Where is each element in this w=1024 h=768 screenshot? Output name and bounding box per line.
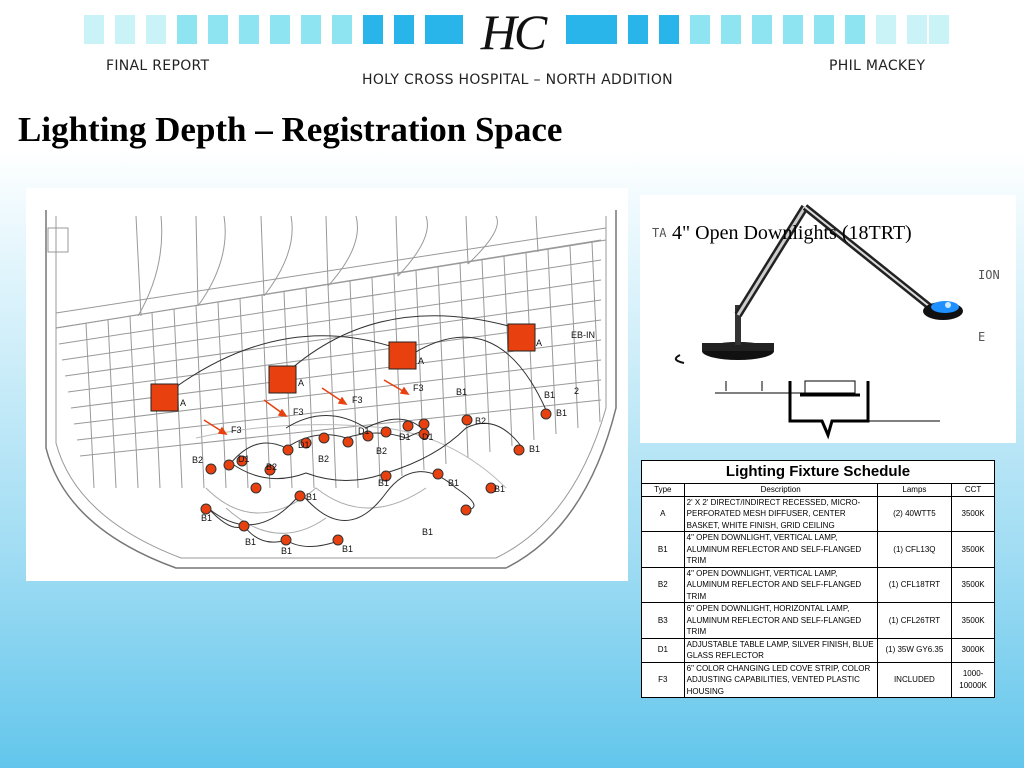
header-dash [814,15,834,44]
fixture-type-a [508,324,535,351]
downlight-fixture [224,460,234,470]
plan-fixture-label: B1 [378,478,390,488]
schedule-cell-type: F3 [642,662,685,698]
downlight-fixture [343,437,353,447]
header-dash [425,15,463,44]
downlight-fixture [462,415,472,425]
plan-fixture-label: B1 [448,478,460,488]
plan-fixture-label: B1 [201,513,213,523]
schedule-cell-type: B3 [642,603,685,639]
header-dash [876,15,896,44]
plan-fixture-label: B1 [245,537,257,547]
ceiling-grid-line [306,288,314,488]
header-dash [84,15,104,44]
downlight-fixture [295,491,305,501]
schedule-cell-description: 2' X 2' DIRECT/INDIRECT RECESSED, MICRO-PERFORATED MESH DIFFUSER, CENTER BASKET, WHITE FINISH, GRID CEILING [684,496,877,532]
header-dash [907,15,927,44]
header-dash [783,15,803,44]
schedule-cell-cct: 3500K [952,496,995,532]
header-dash [177,15,197,44]
plan-fixture-label: 2 [574,386,580,396]
schedule-cell-type: A [642,496,685,532]
schedule-cell-lamps: (1) CFL13Q [877,532,952,568]
fixture-schedule-table [641,460,995,698]
logo: HC [480,4,545,60]
ceiling-grid-line [108,320,116,489]
plan-fixture-label: B2 [318,454,330,464]
schedule-cell-description: 4" OPEN DOWNLIGHT, VERTICAL LAMP, ALUMINUM REFLECTOR AND SELF-FLANGED TRIM [684,567,877,603]
schedule-row [642,662,995,698]
photo-bg-text-right-2: E [978,330,986,344]
col-header-type: Type [642,484,685,497]
schedule-cell-type: B1 [642,532,685,568]
ceiling-grid-line [218,302,226,488]
fixture-type-a [269,366,296,393]
schedule-cell-type: D1 [642,638,685,662]
plan-fixture-label: B2 [475,416,487,426]
callout-arrowhead [219,428,226,434]
plan-fixture-label: A [418,356,425,366]
header-dash [597,15,617,44]
plan-fixture-label: B2 [192,455,204,465]
plan-fixture-label: D1 [238,454,250,464]
downlight-fixture [319,433,329,443]
header-dash [394,15,414,44]
page-title: Lighting Depth – Registration Space [18,110,563,149]
col-header-description: Description [684,484,877,497]
downlight-fixture [381,427,391,437]
plan-fixture-label: F3 [293,407,304,417]
header-dash [363,15,383,44]
downlight-fixture [239,521,249,531]
fixture-type-a [151,384,178,411]
downlight-fixture [514,445,524,455]
schedule-row [642,603,995,639]
ceiling-grid-line [548,250,556,435]
plan-fixture-label: D1 [358,426,370,436]
header-dash [845,15,865,44]
lighting-plan [26,188,628,581]
report-label: FINAL REPORT [106,58,210,74]
schedule-cell-description: 4" OPEN DOWNLIGHT, VERTICAL LAMP, ALUMINUM REFLECTOR AND SELF-FLANGED TRIM [684,532,877,568]
header-dash [929,15,949,44]
schedule-cell-lamps: (2) 40WTT5 [877,496,952,532]
plan-fixture-label: B1 [456,387,468,397]
schedule-cell-lamps: (1) CFL26TRT [877,603,952,639]
photo-bg-text-right: ION [978,268,1000,282]
schedule-cell-cct: 3500K [952,603,995,639]
downlight-fixture [541,409,551,419]
header-dash [115,15,135,44]
header-dash [628,15,648,44]
plan-fixture-label: B1 [306,492,318,502]
schedule-cell-lamps: (1) 35W GY6.35 [877,638,952,662]
header-dash [270,15,290,44]
photo-caption: 4" Open Downlights (18TRT) [672,222,912,244]
callout-arrowhead [339,398,346,404]
plan-fixture-label: B1 [281,546,293,556]
header-dash [659,15,679,44]
author-label: PHIL MACKEY [829,58,926,74]
plan-fixture-label: B1 [422,527,434,537]
schedule-cell-cct: 1000-10000K [952,662,995,698]
fixture-type-a [389,342,416,369]
schedule-cell-cct: 3500K [952,567,995,603]
plan-fixture-label: F3 [231,425,242,435]
downlight-fixture [281,535,291,545]
plan-fixture-label: B1 [342,544,354,554]
plan-fixture-label: B1 [556,408,568,418]
ceiling-grid-line [394,274,402,476]
downlight-fixture [403,421,413,431]
plan-fixture-label: B1 [529,444,541,454]
header-dash [301,15,321,44]
col-header-cct: CCT [952,484,995,497]
ceiling-grid-line [460,264,468,459]
schedule-cell-lamps: (1) CFL18TRT [877,567,952,603]
schedule-row [642,567,995,603]
schedule-row [642,638,995,662]
downlight-fixture [251,483,261,493]
ceiling-grid-line [328,285,336,489]
downlight-fixture [461,505,471,515]
schedule-cell-description: ADJUSTABLE TABLE LAMP, SILVER FINISH, BLUE GLASS REFLECTOR [684,638,877,662]
schedule-cell-description: 6" OPEN DOWNLIGHT, HORIZONTAL LAMP, ALUMINUM REFLECTOR AND SELF-FLANGED TRIM [684,603,877,639]
header-dash [239,15,259,44]
plan-fixture-label: F3 [352,395,363,405]
plan-fixture-label: D1 [298,440,310,450]
downlight-fixture [283,445,293,455]
plan-fixture-label: EB-IN [571,330,596,340]
ceiling-grid-line [438,267,446,464]
schedule-row [642,532,995,568]
col-header-lamps: Lamps [877,484,952,497]
plan-fixture-label: A [536,338,543,348]
project-subtitle: HOLY CROSS HOSPITAL – NORTH ADDITION [362,72,673,88]
plan-fixture-label: B1 [494,484,506,494]
downlight-fixture [206,464,216,474]
plan-fixture-label: D1 [422,432,434,442]
header-dash [721,15,741,44]
schedule-title: Lighting Fixture Schedule [642,461,995,484]
header-dash [752,15,772,44]
schedule-cell-cct: 3000K [952,638,995,662]
header-dash [332,15,352,44]
photo-bg-text-top: TA [652,226,667,240]
lighting-plan-drawing [26,188,628,581]
header-dash [146,15,166,44]
schedule-row [642,496,995,532]
schedule-cell-lamps: INCLUDED [877,662,952,698]
plan-fixture-label: F3 [413,383,424,393]
ceiling-grid-line [350,281,358,488]
schedule-cell-description: 6" COLOR CHANGING LED COVE STRIP, COLOR ADJUSTING CAPABILITIES, VENTED PLASTIC HOUSING [684,662,877,698]
downlight-fixture [433,469,443,479]
plan-fixture-label: A [180,398,187,408]
plan-fixture-label: A [298,378,305,388]
downlight-fixture [419,419,429,429]
ceiling-grid-line [130,316,138,488]
plan-fixture-label: B1 [544,390,556,400]
schedule-cell-type: B2 [642,567,685,603]
header-dash [208,15,228,44]
plan-fixture-label: D1 [399,432,411,442]
callout-arrowhead [401,388,408,394]
header-dash [690,15,710,44]
schedule-cell-cct: 3500K [952,532,995,568]
plan-fixture-label: B2 [266,462,278,472]
plan-fixture-label: B2 [376,446,388,456]
